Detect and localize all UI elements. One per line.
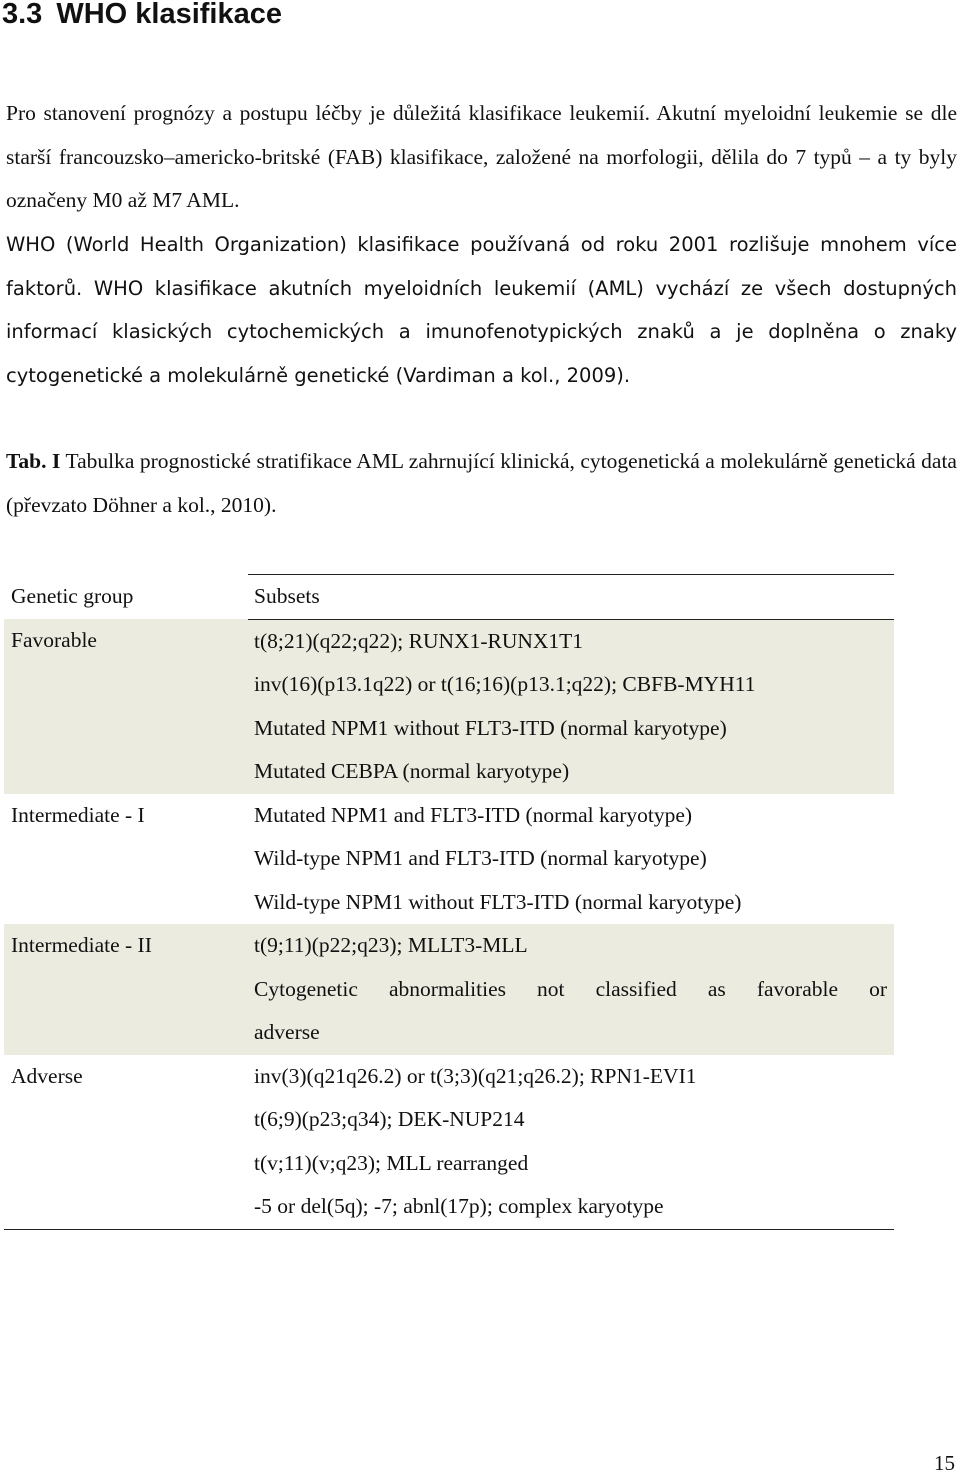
section-number: 3.3 [2,0,43,30]
subset-cell: t(v;11)(v;q23); MLL rearranged [254,1150,529,1175]
genetic-group-cell: Favorable [4,619,248,663]
header-genetic-group: Genetic group [4,575,248,620]
subset-cell: adverse [248,1011,894,1055]
table-row [4,1098,894,1142]
genetic-group-cell [4,881,248,925]
genetic-group-cell: Intermediate - II [4,924,248,968]
caption-label: Tab. I [6,449,61,473]
genetic-group-cell [4,1185,248,1229]
table-row [4,663,894,707]
table-row [4,1011,894,1055]
subset-cell: t(8;21)(q22;q22); RUNX1-RUNX1T1 [248,619,894,663]
genetic-group-cell [4,968,248,1012]
table-row [4,707,894,751]
genetic-group-cell [4,663,248,707]
table-row [4,1185,894,1229]
table-row [4,794,894,838]
table-row [4,1142,894,1186]
genetic-group-cell [4,707,248,751]
table-row [4,750,894,794]
table-header-row [4,575,894,620]
subset-cell: Mutated CEBPA (normal karyotype) [248,750,894,794]
subset-cell: inv(3)(q21q26.2) or t(3;3)(q21;q26.2); RPN1-EVI1 [254,1063,697,1088]
genetic-group-cell [4,750,248,794]
table-row [4,881,894,925]
header-subsets: Subsets [248,575,894,620]
subset-cell: Mutated NPM1 without FLT3-ITD (normal karyotype) [248,707,894,751]
caption-text: Tabulka prognostické stratifikace AML zahrnující klinická, cytogenetická a molekulárně genetická data (převzato Döhner a kol., 2010). [6,449,957,517]
page-number: 15 [934,1451,955,1475]
subset-cell: -5 or del(5q); -7; abnl(17p); complex karyotype [248,1185,894,1229]
subset-cell: t(6;9)(p23;q34); DEK-NUP214 [254,1107,525,1131]
prognostic-table [4,574,894,1230]
genetic-group-cell [4,1098,248,1142]
subset-cell: t(9;11)(p22;q23); MLLT3-MLL [248,924,894,968]
paragraph-who: WHO (World Health Organization) klasifikace používaná od roku 2001 rozlišuje mnohem více faktorů. WHO klasifikace akutních myeloidních leukemií (AML) vychází ze všech dostupných informací klasických cytochemických a imunofenotypických znaků a je doplněna o znaky cytogenetické a molekulárně genetické (Vardiman a kol., 2009). [6,233,957,387]
table-row [4,619,894,663]
genetic-group-cell [4,1011,248,1055]
paragraph-fab: Pro stanovení prognózy a postupu léčby je důležitá klasifikace leukemií. Akutní myeloidní leukemie se dle starší francouzsko–americko-britské (FAB) klasifikace, založené na morfologii, dělila do 7 typů – a ty byly označeny M0 až M7 AML. [6,101,957,213]
subset-cell: Wild-type NPM1 without FLT3-ITD (normal karyotype) [254,889,742,914]
table-row [4,968,894,1012]
genetic-group-cell [4,1142,248,1186]
table-row [4,924,894,968]
genetic-group-cell [4,837,248,881]
table-row [4,837,894,881]
genetic-group-cell: Adverse [11,1063,83,1088]
section-heading [2,0,282,34]
section-title: WHO klasifikace [56,0,282,30]
subset-cell: inv(16)(p13.1q22) or t(16;16)(p13.1;q22); CBFB-MYH11 [248,663,894,707]
subset-cell: Mutated NPM1 and FLT3-ITD (normal karyotype) [254,802,693,827]
table-row [4,1055,894,1099]
table-caption [6,440,957,527]
subset-cell: Wild-type NPM1 and FLT3-ITD (normal karyotype) [254,846,707,870]
genetic-group-cell: Intermediate - I [11,802,145,827]
subset-cell: Cytogenetic abnormalities not classified as favorable or [248,968,894,1012]
